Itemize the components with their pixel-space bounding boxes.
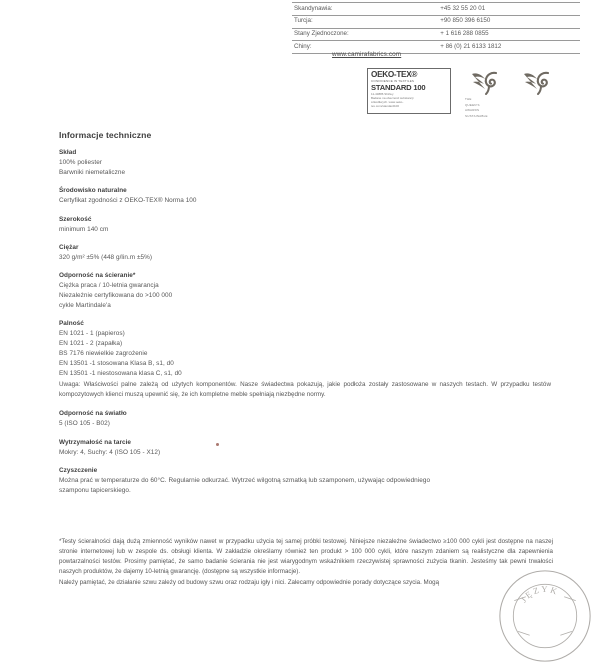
oeko-tex-detail-line-2: Badane na obecność substancji xyxy=(371,96,414,101)
spec-environment xyxy=(59,186,559,206)
oeko-tex-subtitle: CONFIDENCE IN TEXTILES xyxy=(371,78,415,83)
spec-value: szamponu tapicerskiego. xyxy=(59,486,131,494)
queens-award-line-1: THE xyxy=(465,97,472,101)
queens-award-emblem-icon xyxy=(522,70,552,96)
spec-value: 100% poliester xyxy=(59,158,102,166)
website-link[interactable]: www.camirafabrics.com xyxy=(332,51,402,58)
oeko-tex-title: OEKO-TEX® xyxy=(371,70,418,79)
queens-award-text xyxy=(463,97,507,120)
scan-speck-artifact xyxy=(216,443,219,446)
spec-value: Barwniki niemetaliczne xyxy=(59,168,126,176)
spec-value: BS 7176 niewielkie zagrożenie xyxy=(59,350,148,358)
spec-label: Wytrzymałość na tarcie xyxy=(59,438,132,446)
spec-flammability xyxy=(59,319,559,400)
table-row xyxy=(292,15,580,28)
oeko-tex-standard: STANDARD 100 xyxy=(371,83,426,93)
stamp-text: JĘZYK xyxy=(518,583,561,605)
oeko-tex-detail-line-4: tex.com/standard100 xyxy=(371,104,400,109)
spec-label: Odporność na ścieranie* xyxy=(59,272,136,280)
spec-rub-fastness xyxy=(59,438,559,458)
spec-value: EN 13501 -1 niestosowana klasa C, s1, d0 xyxy=(59,370,182,378)
contact-country-label: Turcja: xyxy=(292,15,430,28)
contact-phone-number: +45 32 55 20 01 xyxy=(430,3,580,16)
spec-value: 5 (ISO 105 - B02) xyxy=(59,420,110,428)
contact-country-label: Skandynawia: xyxy=(292,3,430,16)
contact-phone-number: + 86 (0) 21 6133 1812 xyxy=(430,41,580,54)
spec-abrasion-resistance xyxy=(59,271,559,311)
spec-label: Palność xyxy=(59,320,84,328)
spec-value: cykle Martindale'a xyxy=(59,302,111,310)
contact-table xyxy=(292,2,580,54)
queens-award-line-3: AWARDS xyxy=(465,108,480,113)
oeko-tex-detail-line-1: 11-43886 Shirley xyxy=(371,92,394,97)
spec-weight xyxy=(59,243,559,263)
queens-award-logo-2 xyxy=(515,70,559,120)
spec-value: Niezależnie certyfikowana do >100 000 xyxy=(59,292,173,300)
certification-logos xyxy=(367,68,592,120)
queens-award-line-2: QUEEN'S xyxy=(465,102,480,107)
spec-label: Środowisko naturalne xyxy=(59,187,127,195)
oeko-tex-detail-line-3: szkodliwych. www.oeko- xyxy=(371,100,404,105)
spec-value: Mokry: 4, Suchy: 4 (ISO 105 - X12) xyxy=(59,448,161,456)
queens-award-line-4: SUSTAINABLE xyxy=(465,114,488,119)
footnote-seam-advice: Należy pamiętać, że działanie szwu zależy od budowy szwu oraz rodzaju igły i nici. Zalecamy odpowiednie porady dotyczące szycia. Mogą xyxy=(59,579,440,587)
spec-value: EN 1021 - 1 (papieros) xyxy=(59,330,125,338)
svg-text:JĘZYK xyxy=(518,584,560,604)
spec-label: Ciężar xyxy=(59,243,79,251)
oeko-tex-certificate-logo xyxy=(367,68,451,114)
table-row xyxy=(292,3,580,16)
flammability-note: Uwaga: Właściwości palne zależą od użytych komponentów. Nasze świadectwa pokazują, jakie podłoża zostały zastosowane w naszych testach. W przypadku testów kompozytowych klienci muszą upewnić się, że ich kompletne meble spełniają niezbędne normy. xyxy=(59,381,551,399)
queens-award-logo-1 xyxy=(463,70,507,120)
contact-country-label: Stany Zjednoczone: xyxy=(292,28,430,41)
spec-value: minimum 140 cm xyxy=(59,225,109,233)
spec-cleaning xyxy=(59,466,559,496)
contact-phone-number: + 1 616 288 0855 xyxy=(430,28,580,41)
table-row xyxy=(292,28,580,41)
spec-value: EN 13501 -1 stosowana Klasa B, s1, d0 xyxy=(59,360,174,368)
spec-composition xyxy=(59,148,559,178)
spec-value: Certyfikat zgodności z OEKO-TEX® Norma 100 xyxy=(59,197,197,205)
contact-table-body xyxy=(292,3,580,54)
spec-value: Ciężka praca / 10-letnia gwarancja xyxy=(59,282,159,290)
spec-label: Szerokość xyxy=(59,215,92,223)
spec-label: Skład xyxy=(59,149,77,156)
spec-lightfastness xyxy=(59,409,559,429)
footnotes-section xyxy=(59,537,553,590)
spec-width xyxy=(59,215,559,235)
page-title: Informacje techniczne xyxy=(59,130,152,140)
queens-award-emblem-icon xyxy=(470,70,500,96)
technical-information-section xyxy=(59,130,559,504)
contact-country-label: Chiny: xyxy=(292,41,430,54)
contact-phone-number: +90 850 396 6150 xyxy=(430,15,580,28)
translator-round-stamp xyxy=(497,568,593,664)
spec-label: Odporność na światło xyxy=(59,410,127,418)
footnote-abrasion-disclaimer: *Testy ścieralności dają dużą zmienność wyników nawet w przypadku użycia tej samej próbki testowej. Niniejsze niezależne świadectwo ≥100 000 cykli jest dostępne na naszej stronie internetowej lub w zespole ds. obsługi klienta. W zakładzie określamy również ten produkt > 100 000 cykli, które naszym zdaniem są realistyczne dla zapewnienia powtarzalności testów. Prosimy pamiętać, że samo badanie ścierania nie jest wiarygodnym wskaźnikiem rzeczywistej sprawności zużycia tkanin. Jesteśmy tak pewni trwałości naszych produktów, że dajemy 10-letnią gwarancję. (dostępne są wszystkie informacje). xyxy=(59,538,553,576)
spec-value: 320 g/m² ±5% (448 g/lin.m ±5%) xyxy=(59,253,153,261)
spec-value: Można prać w temperaturze do 60°C. Regularnie odkurzać. Wytrzeć wilgotną szmatką lub szamponem, używając odpowiedniego xyxy=(59,477,431,484)
spec-label: Czyszczenie xyxy=(59,467,98,475)
spec-value: EN 1021 - 2 (zapałka) xyxy=(59,340,123,348)
